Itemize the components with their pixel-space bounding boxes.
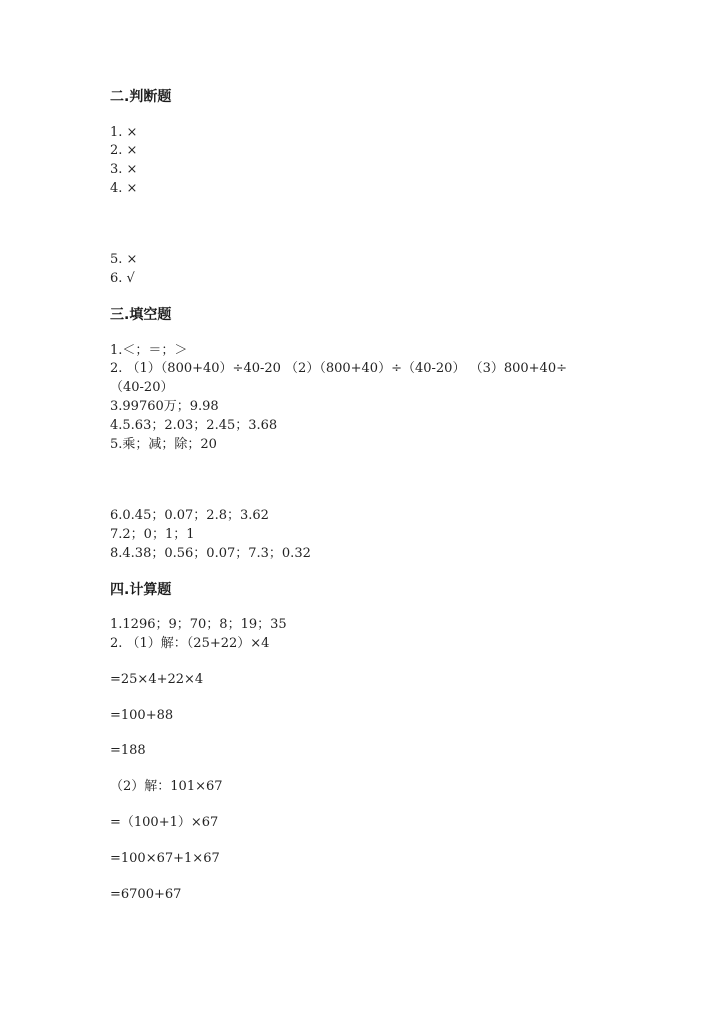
- calculation-step: =6700+67: [110, 887, 182, 902]
- judgment-answer-5: 5. ×: [110, 252, 138, 267]
- calculation-answer-1: 1.1296；9；70；8；19；35: [110, 617, 287, 632]
- fill-blank-answer-8: 8.4.38；0.56；0.07；7.3；0.32: [110, 546, 311, 561]
- judgment-answer-1: 1. ×: [110, 125, 138, 140]
- calculation-step: =25×4+22×4: [110, 672, 204, 687]
- calculation-step: =（100+1）×67: [110, 815, 219, 830]
- fill-blank-answer-5: 5.乘；减；除；20: [110, 437, 217, 452]
- calculation-answer-2-part2: （2）解：101×67: [110, 779, 223, 794]
- judgment-answer-4: 4. ×: [110, 181, 138, 196]
- fill-blank-answer-3: 3.99760万；9.98: [110, 399, 219, 414]
- calculation-step: =100×67+1×67: [110, 851, 220, 866]
- fill-blank-answer-6: 6.0.45；0.07；2.8；3.62: [110, 508, 269, 523]
- calculation-answer-2-part1: 2. （1）解：（25+22）×4: [110, 636, 270, 651]
- judgment-answer-3: 3. ×: [110, 162, 138, 177]
- fill-blank-answer-2: 2. （1）（800+40）÷40-20 （2）（800+40）÷（40-20） （3）800+40÷: [110, 361, 567, 376]
- calculation-step: =188: [110, 743, 146, 758]
- fill-blank-answer-7: 7.2；0；1；1: [110, 527, 195, 542]
- section-title-fill-blank: 三.填空题: [110, 307, 172, 323]
- judgment-answer-6: 6. √: [110, 271, 135, 286]
- fill-blank-answer-2-cont: （40-20）: [110, 380, 174, 395]
- section-title-judgment: 二.判断题: [110, 89, 172, 105]
- fill-blank-answer-4: 4.5.63；2.03；2.45；3.68: [110, 418, 278, 433]
- judgment-answer-2: 2. ×: [110, 143, 138, 158]
- calculation-step: =100+88: [110, 708, 174, 723]
- section-title-calculation: 四.计算题: [110, 582, 172, 598]
- fill-blank-answer-1: 1.＜；＝；＞: [110, 343, 188, 358]
